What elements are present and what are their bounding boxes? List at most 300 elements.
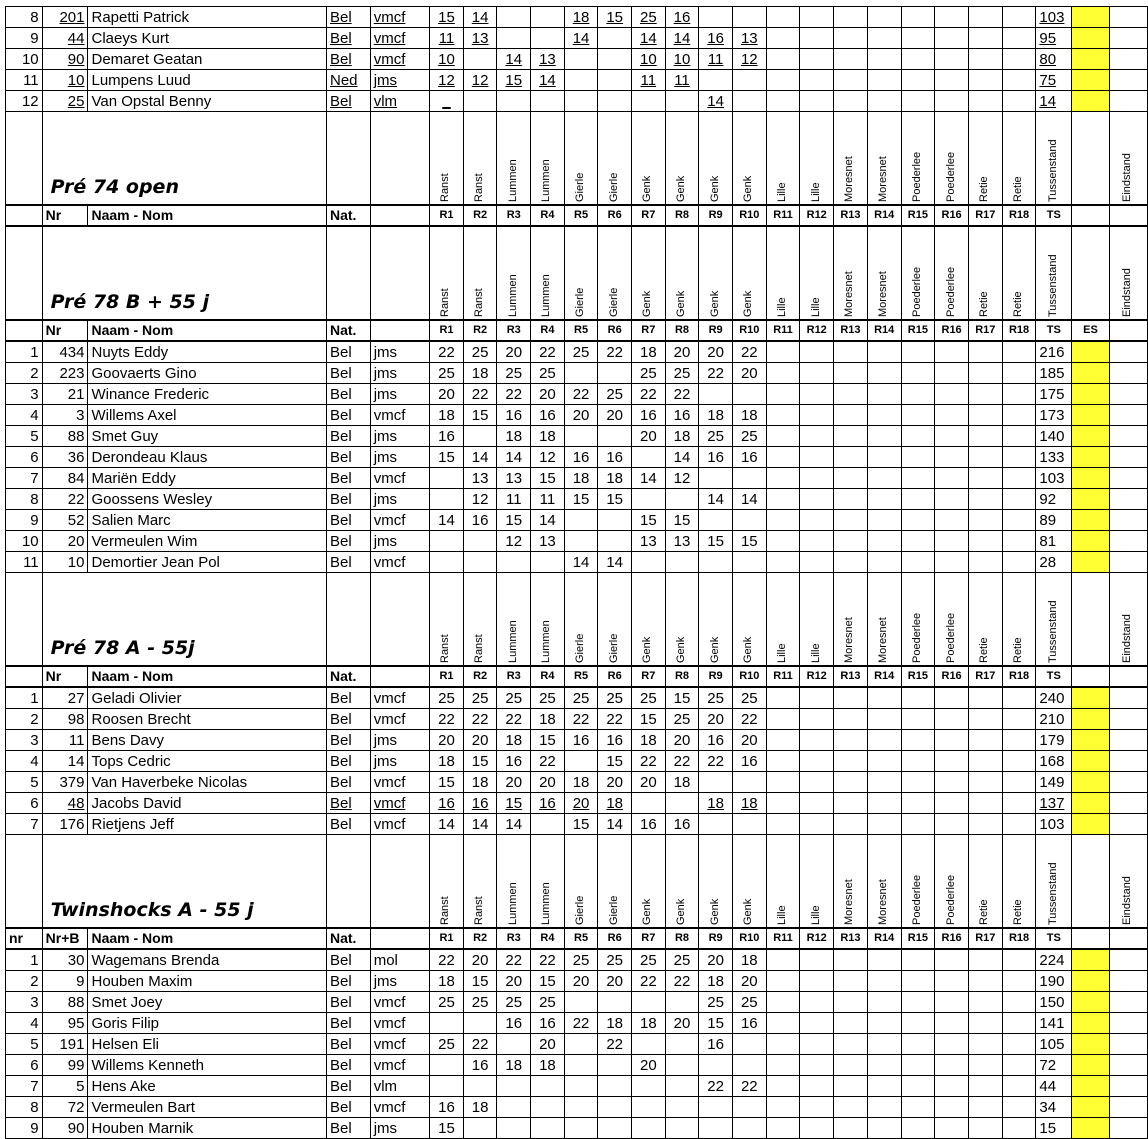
rider-name-cell: Smet Guy	[88, 426, 327, 447]
es-label-cell	[1109, 226, 1147, 320]
venue-label-cell	[867, 112, 901, 206]
round-score-cell	[732, 91, 766, 112]
venue-label-cell	[598, 573, 632, 667]
venue-label-cell	[632, 573, 666, 667]
ts-header: TS	[1036, 666, 1072, 687]
round-score-cell	[632, 489, 666, 510]
round-score-cell	[430, 489, 464, 510]
round-score-cell	[968, 730, 1002, 751]
final-standing-cell	[1072, 531, 1110, 552]
final-standing-cell	[1072, 772, 1110, 793]
venue-label-cell	[531, 835, 565, 929]
round-score-cell: 18	[632, 730, 666, 751]
round-score-cell	[867, 709, 901, 730]
round-score-cell	[699, 7, 733, 28]
final-standing-cell	[1072, 28, 1110, 49]
round-score-cell	[901, 447, 935, 468]
rider-name-cell: Claeys Kurt	[88, 28, 327, 49]
venue-label: Genk	[641, 175, 654, 202]
round-score-cell	[901, 1055, 935, 1076]
table-row	[6, 468, 1148, 489]
round-score-cell	[834, 468, 868, 489]
round-score-cell: 18	[699, 405, 733, 426]
round-score-cell: 14	[531, 510, 565, 531]
round-score-cell	[834, 1055, 868, 1076]
round-score-cell	[968, 510, 1002, 531]
rider-number-cell: 434	[42, 341, 88, 363]
round-score-cell	[968, 1055, 1002, 1076]
position-cell: 3	[6, 730, 43, 751]
round-score-cell	[699, 814, 733, 835]
round-score-cell: 15	[430, 7, 464, 28]
spacer-cell	[1109, 405, 1147, 426]
round-score-cell	[430, 468, 464, 489]
round-score-cell: 16	[564, 447, 598, 468]
name-header: Naam - Nom	[88, 666, 327, 687]
round-header: R7	[632, 666, 666, 687]
rider-number-cell: 99	[42, 1055, 88, 1076]
venue-label-cell	[699, 573, 733, 667]
round-score-cell	[766, 1034, 800, 1055]
blank-header	[370, 666, 429, 687]
round-score-cell	[867, 363, 901, 384]
nationality-cell: Bel	[327, 687, 371, 709]
round-score-cell	[901, 531, 935, 552]
table-row	[6, 949, 1148, 971]
club-cell: jms	[370, 489, 429, 510]
round-score-cell: 18	[463, 363, 497, 384]
spacer-cell	[1109, 341, 1147, 363]
round-score-cell: 18	[531, 426, 565, 447]
round-score-cell	[968, 426, 1002, 447]
round-score-cell	[766, 28, 800, 49]
round-score-cell	[968, 91, 1002, 112]
table-row	[6, 363, 1148, 384]
round-score-cell: 20	[430, 384, 464, 405]
round-score-cell	[901, 1118, 935, 1139]
round-score-cell	[1002, 1034, 1036, 1055]
round-score-cell: 22	[632, 971, 666, 992]
round-score-cell: 14	[463, 7, 497, 28]
round-score-cell	[800, 447, 834, 468]
round-score-cell	[901, 341, 935, 363]
round-score-cell	[632, 1076, 666, 1097]
es-label-cell	[1109, 573, 1147, 667]
nationality-cell: Bel	[327, 1076, 371, 1097]
total-score-cell: 105	[1036, 1034, 1072, 1055]
club-cell: vmcf	[370, 28, 429, 49]
round-score-cell	[531, 1097, 565, 1118]
round-score-cell: 13	[497, 468, 531, 489]
round-score-cell	[834, 1013, 868, 1034]
table-row	[6, 91, 1148, 112]
venue-label-cell	[935, 573, 969, 667]
tussenstand-label: Tussenstand	[1046, 139, 1059, 202]
venue-label: Lille	[776, 297, 788, 317]
round-score-cell	[699, 1055, 733, 1076]
round-score-cell: 18	[732, 405, 766, 426]
round-score-cell	[800, 709, 834, 730]
rider-name-cell: Roosen Brecht	[88, 709, 327, 730]
round-score-cell: 20	[463, 730, 497, 751]
round-score-cell: 14	[497, 49, 531, 70]
venue-label: Gierle	[574, 895, 587, 925]
venue-label-cell	[1002, 573, 1036, 667]
round-score-cell	[531, 91, 565, 112]
final-standing-cell	[1072, 1076, 1110, 1097]
rider-name-cell: Houben Marnik	[88, 1118, 327, 1139]
round-score-cell: 12	[497, 531, 531, 552]
round-score-cell: 15	[430, 1118, 464, 1139]
round-score-cell	[901, 1013, 935, 1034]
round-header: R1	[430, 320, 464, 341]
round-header: R14	[867, 666, 901, 687]
round-score-cell	[766, 1097, 800, 1118]
round-score-cell	[766, 949, 800, 971]
club-cell: vmcf	[370, 1097, 429, 1118]
venue-label-cell	[598, 112, 632, 206]
nationality-cell: Bel	[327, 49, 371, 70]
blank-cell	[1072, 573, 1110, 667]
table-row	[6, 1013, 1148, 1034]
final-standing-cell	[1072, 552, 1110, 573]
rider-name-cell: Geladi Olivier	[88, 687, 327, 709]
round-score-cell	[834, 363, 868, 384]
venue-label: Genk	[742, 898, 755, 925]
rider-name-cell: Goovaerts Gino	[88, 363, 327, 384]
rider-name-cell: Winance Frederic	[88, 384, 327, 405]
blank-header	[370, 320, 429, 341]
round-score-cell	[968, 49, 1002, 70]
final-standing-cell	[1072, 447, 1110, 468]
round-score-cell	[935, 751, 969, 772]
nat-header: Nat.	[327, 928, 371, 949]
rider-number-cell: 52	[42, 510, 88, 531]
round-score-cell: 16	[463, 1055, 497, 1076]
nationality-cell: Bel	[327, 949, 371, 971]
blank-cell	[370, 835, 429, 929]
round-score-cell	[1002, 949, 1036, 971]
round-score-cell	[800, 730, 834, 751]
column-header-row	[6, 205, 1148, 226]
position-cell: 11	[6, 70, 43, 91]
round-score-cell	[935, 1118, 969, 1139]
round-score-cell	[901, 468, 935, 489]
nationality-cell: Bel	[327, 426, 371, 447]
round-score-cell: 14	[699, 489, 733, 510]
round-score-cell	[867, 552, 901, 573]
round-score-cell	[800, 468, 834, 489]
rider-name-cell: Willems Kenneth	[88, 1055, 327, 1076]
round-score-cell: 25	[632, 687, 666, 709]
venue-label: Retie	[978, 291, 991, 317]
venue-label-cell	[901, 835, 935, 929]
total-score-cell: 175	[1036, 384, 1072, 405]
round-score-cell	[901, 687, 935, 709]
nationality-cell: Bel	[327, 992, 371, 1013]
total-score-cell: 149	[1036, 772, 1072, 793]
round-score-cell: 20	[632, 426, 666, 447]
round-header: R1	[430, 205, 464, 226]
eindstand-label: Eindstand	[1121, 268, 1134, 317]
venue-label-cell	[598, 835, 632, 929]
round-score-cell: 15	[430, 772, 464, 793]
rider-number-cell: 9	[42, 971, 88, 992]
nationality-cell: Ned	[327, 70, 371, 91]
round-score-cell	[699, 552, 733, 573]
spacer-cell	[1109, 687, 1147, 709]
total-score-cell: 210	[1036, 709, 1072, 730]
blank-header	[1109, 928, 1147, 949]
round-score-cell	[1002, 730, 1036, 751]
round-score-cell: 25	[632, 949, 666, 971]
round-score-cell	[935, 709, 969, 730]
round-score-cell	[1002, 772, 1036, 793]
round-score-cell	[598, 91, 632, 112]
eindstand-label: Eindstand	[1121, 876, 1134, 925]
rider-number-cell: 5	[42, 1076, 88, 1097]
round-score-cell	[732, 510, 766, 531]
round-score-cell: 18	[598, 468, 632, 489]
rider-number-cell: 98	[42, 709, 88, 730]
venue-label: Gierle	[607, 633, 620, 663]
round-score-cell	[800, 70, 834, 91]
venue-label-cell	[430, 573, 464, 667]
round-score-cell	[935, 510, 969, 531]
round-score-cell	[766, 1118, 800, 1139]
club-cell: vmcf	[370, 814, 429, 835]
round-score-cell	[935, 341, 969, 363]
es-label-cell	[1109, 835, 1147, 929]
position-cell: 3	[6, 992, 43, 1013]
round-score-cell	[766, 405, 800, 426]
round-score-cell: 22	[430, 949, 464, 971]
round-score-cell: 15	[463, 971, 497, 992]
club-cell: vmcf	[370, 1013, 429, 1034]
round-header: R17	[968, 205, 1002, 226]
round-score-cell	[1002, 341, 1036, 363]
nationality-cell: Bel	[327, 363, 371, 384]
round-score-cell: 16	[497, 405, 531, 426]
round-score-cell	[564, 531, 598, 552]
round-score-cell	[463, 426, 497, 447]
position-cell: 10	[6, 531, 43, 552]
round-score-cell: 22	[665, 384, 699, 405]
round-header: R3	[497, 320, 531, 341]
round-score-cell: 22	[463, 384, 497, 405]
round-score-cell: 15	[732, 531, 766, 552]
round-score-cell	[531, 7, 565, 28]
round-score-cell: 12	[430, 70, 464, 91]
round-header: R6	[598, 928, 632, 949]
venue-label-cell	[564, 112, 598, 206]
round-score-cell	[766, 489, 800, 510]
round-score-cell	[800, 793, 834, 814]
round-score-cell: 11	[632, 70, 666, 91]
round-score-cell: 15	[463, 405, 497, 426]
round-score-cell: 13	[665, 531, 699, 552]
round-score-cell: 16	[497, 751, 531, 772]
spacer-cell	[1109, 28, 1147, 49]
rider-name-cell: Hens Ake	[88, 1076, 327, 1097]
rider-number-cell: 72	[42, 1097, 88, 1118]
round-score-cell	[968, 7, 1002, 28]
round-score-cell	[968, 971, 1002, 992]
rider-name-cell: Vermeulen Wim	[88, 531, 327, 552]
round-score-cell	[766, 447, 800, 468]
round-score-cell: 14	[598, 814, 632, 835]
venue-label: Ranst	[473, 173, 486, 202]
venue-label-cell	[935, 112, 969, 206]
round-score-cell	[665, 1118, 699, 1139]
venue-label-cell	[531, 112, 565, 206]
club-cell: vmcf	[370, 49, 429, 70]
round-score-cell	[1002, 992, 1036, 1013]
table-row	[6, 1055, 1148, 1076]
club-cell: vlm	[370, 91, 429, 112]
round-score-cell	[901, 384, 935, 405]
round-score-cell	[935, 363, 969, 384]
spacer-cell	[1109, 709, 1147, 730]
club-cell: vmcf	[370, 510, 429, 531]
round-score-cell	[834, 384, 868, 405]
position-cell: 9	[6, 1118, 43, 1139]
venue-label: Ranst	[439, 288, 452, 317]
round-score-cell: 18	[732, 949, 766, 971]
round-score-cell	[766, 687, 800, 709]
nationality-cell: Bel	[327, 1013, 371, 1034]
table-row	[6, 971, 1148, 992]
round-score-cell: 12	[531, 447, 565, 468]
nationality-cell: Bel	[327, 405, 371, 426]
round-score-cell	[968, 363, 1002, 384]
round-header: R9	[699, 928, 733, 949]
round-score-cell: 15	[497, 510, 531, 531]
venue-label-cell	[430, 835, 464, 929]
total-score-cell: 168	[1036, 751, 1072, 772]
round-score-cell	[867, 1055, 901, 1076]
round-score-cell	[935, 1034, 969, 1055]
venue-label: Retie	[978, 899, 991, 925]
round-score-cell	[800, 341, 834, 363]
round-score-cell: 18	[665, 426, 699, 447]
round-score-cell: 15	[463, 751, 497, 772]
round-score-cell	[766, 426, 800, 447]
club-cell: vmcf	[370, 793, 429, 814]
round-score-cell: 16	[430, 426, 464, 447]
round-score-cell	[1002, 7, 1036, 28]
round-header: R5	[564, 205, 598, 226]
club-cell: jms	[370, 363, 429, 384]
round-score-cell	[901, 730, 935, 751]
round-score-cell: 13	[463, 468, 497, 489]
spacer-cell	[1109, 1034, 1147, 1055]
nationality-cell: Bel	[327, 1118, 371, 1139]
round-score-cell	[901, 1034, 935, 1055]
round-score-cell	[834, 1118, 868, 1139]
round-header: R10	[732, 205, 766, 226]
es-label-cell	[1109, 112, 1147, 206]
round-header: R3	[497, 205, 531, 226]
round-score-cell	[867, 7, 901, 28]
name-header: Naam - Nom	[88, 928, 327, 949]
venue-label-cell	[430, 112, 464, 206]
rider-number-cell: 21	[42, 384, 88, 405]
round-score-cell	[834, 426, 868, 447]
nationality-cell: Bel	[327, 814, 371, 835]
round-score-cell	[732, 1055, 766, 1076]
round-score-cell: 22	[665, 971, 699, 992]
round-score-cell	[766, 7, 800, 28]
es-header: ES	[1072, 320, 1110, 341]
total-score-cell: 103	[1036, 468, 1072, 489]
round-score-cell	[632, 1097, 666, 1118]
round-score-cell	[867, 489, 901, 510]
round-score-cell: 16	[564, 730, 598, 751]
round-score-cell	[732, 1118, 766, 1139]
round-score-cell: 18	[497, 1055, 531, 1076]
round-score-cell	[935, 70, 969, 91]
round-score-cell	[968, 531, 1002, 552]
round-score-cell: 15	[531, 971, 565, 992]
round-score-cell	[834, 447, 868, 468]
table-row	[6, 992, 1148, 1013]
venue-label: Lille	[809, 182, 822, 202]
venue-label: Genk	[641, 636, 654, 663]
round-header: R16	[935, 205, 969, 226]
round-header: R9	[699, 205, 733, 226]
rider-number-cell: 90	[42, 49, 88, 70]
round-score-cell: 14	[497, 814, 531, 835]
round-score-cell	[867, 447, 901, 468]
venue-label: Genk	[641, 290, 654, 317]
round-score-cell: 22	[497, 949, 531, 971]
nationality-cell: Bel	[327, 793, 371, 814]
round-score-cell	[598, 510, 632, 531]
round-score-cell: 16	[732, 447, 766, 468]
venue-label: Poederlee	[910, 151, 923, 202]
eindstand-label: Eindstand	[1121, 153, 1134, 202]
round-score-cell	[1002, 1118, 1036, 1139]
round-header: R5	[564, 928, 598, 949]
final-standing-cell	[1072, 730, 1110, 751]
round-score-cell: 25	[430, 687, 464, 709]
round-score-cell: 18	[699, 793, 733, 814]
round-score-cell: 18	[665, 772, 699, 793]
rider-name-cell: Houben Maxim	[88, 971, 327, 992]
venue-label: Genk	[742, 290, 755, 317]
position-cell: 6	[6, 793, 43, 814]
final-standing-cell	[1072, 709, 1110, 730]
round-score-cell: 20	[564, 971, 598, 992]
round-score-cell: 25	[531, 992, 565, 1013]
rider-number-cell: 44	[42, 28, 88, 49]
venue-label: Gierle	[607, 172, 620, 202]
venue-label: Lummen	[506, 620, 519, 663]
round-header: R14	[867, 928, 901, 949]
round-score-cell	[834, 1034, 868, 1055]
round-score-cell	[598, 363, 632, 384]
nationality-cell: Bel	[327, 1034, 371, 1055]
venue-label-cell	[699, 835, 733, 929]
round-score-cell	[732, 468, 766, 489]
round-header: R4	[531, 666, 565, 687]
position-cell: 8	[6, 489, 43, 510]
round-score-cell: 18	[430, 971, 464, 992]
es-header	[1072, 666, 1110, 687]
total-score-cell: 185	[1036, 363, 1072, 384]
round-score-cell	[935, 7, 969, 28]
